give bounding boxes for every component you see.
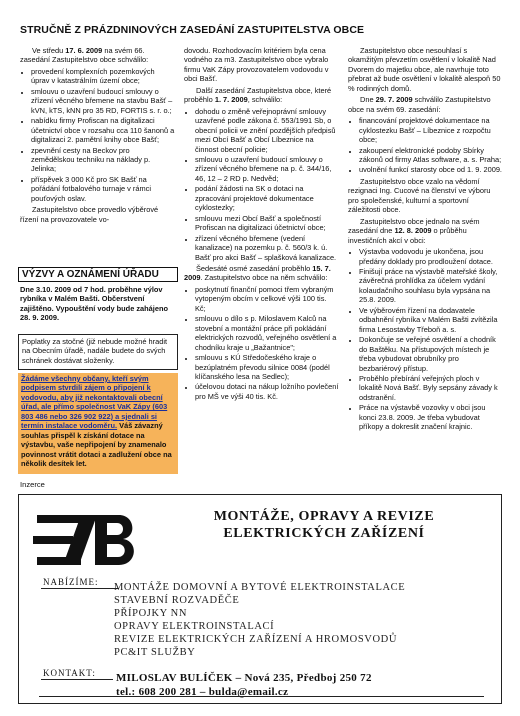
list-item: • zřízení věcného břemene (vedení kanalizace) na pozemku p. č. 560/3 k. ú. Bašť pro akci Bašť – splašková kanalizace.	[195, 234, 339, 262]
divider	[41, 588, 119, 589]
fees-notice: Poplatky za stočné (již nebude možné hradit na Obecním úřadě, nadále budete do svých schránek dostávat složenky.	[18, 334, 178, 370]
list-item: • smlouvu mezi Obcí Bašť a společností Profiscan na digitalizaci účetnictví obce;	[195, 214, 339, 233]
list-item: • Dokončuje se veřejné osvětlení a chodník do Baštěku. Na přístupových místech je třeba vybudovat obrubníky pro bezbariérový přístup.	[359, 335, 503, 373]
list-item: • smlouvu o uzavření budoucí smlouvy o zřízení věcného břemene na stavbu Bašť – kVN, kTS, kNN pro 35 RD, FORTIS s. r. o.;	[31, 87, 175, 115]
divider	[41, 679, 113, 680]
contact-phone-email: tel.: 608 200 281 – bulda@email.cz	[116, 686, 289, 698]
list-item: • Výstavba vodovodu je ukončena, jsou předány doklady pro prodloužení dotace.	[359, 247, 503, 266]
list-item: • Finišují práce na výstavbě mateřské školy, závěrečná prohlídka za účelem vydání kolaudačního souhlasu byla vypsána na 25.8. 2009.	[359, 267, 503, 305]
approved-list	[184, 285, 339, 401]
list-item: • uvolnění funkcí starosty obce od 1. 9. 2009.	[359, 165, 503, 174]
column-2	[184, 46, 339, 403]
list-item: • financování projektové dokumentace na cyklostezku Bašť – Líbeznice z rozpočtu obce;	[359, 116, 503, 144]
list-item: • Proběhlo přebírání veřejných ploch v lokalitě Nová Bašť. Byly sepsány závady k odstranění.	[359, 374, 503, 402]
list-item: • zakoupení elektronické podoby Sbírky zákonů od firmy Atlas software, a. s. Praha;	[359, 146, 503, 165]
service-item: OPRAVY ELEKTROINSTALACÍ	[114, 621, 275, 632]
contact-address: MILOSLAV BULÍČEK – Nová 235, Předboj 250 72	[116, 672, 372, 684]
paragraph: dovodu. Rozhodovacím kritériem byla cena vodného za m3. Zastupitelstvo obce vybralo firmu VaK Zápy provozovatelem vodovodu v obci Bašť.	[184, 46, 329, 84]
approved-list	[348, 116, 503, 175]
list-item: • poskytnutí finanční pomoci třem vybraným vytopeným obcím v celkové výši 100 tis. Kč;	[195, 285, 339, 313]
paragraph: Zastupitelstvo obce provedlo výběrové řízení na provozovatele vo-	[20, 205, 159, 224]
ads-label: Inzerce	[20, 480, 45, 489]
advertisement	[18, 494, 502, 704]
list-item: • příspěvek 3 000 Kč pro SK Bašť na pořádání fotbalového turnaje v rámci pouťových oslav.	[31, 175, 175, 203]
ad-headline: ELEKTRICKÝCH ZAŘÍZENÍ	[223, 526, 425, 541]
approved-list	[20, 67, 175, 203]
service-item: STAVEBNÍ ROZVADĚČE	[114, 595, 240, 606]
paragraph: Šedesáté osmé zasedání proběhlo 15. 7. 2009. Zastupitelstvo obce na něm schválilo:	[184, 263, 331, 283]
column-3	[348, 46, 503, 434]
list-item: • Ve výběrovém řízení na dodavatele odbahnění rybníka v Malém Bašti zvítězila firma Lesostavby Třeboň a. s.	[359, 306, 503, 334]
list-item: • zpevnění cesty na Beckov pro zemědělskou techniku na náklady p. Jelinka;	[31, 146, 175, 174]
service-item: MONTÁŽE DOMOVNÍ A BYTOVÉ ELEKTROINSTALACE	[114, 582, 406, 593]
water-connection-notice: Žádáme všechny občany, kteří svým podpisem stvrdili zájem o připojení k vodovodu, aby již nekontaktovali obecní úřad, ale přímo společnost VaK Zápy (603 803 486 nebo 326 902 922) a sjednali si termín instalace vodoměru. Váš závazný souhlas přispěl k získání dotace na výstavbu, vaše nepřipojení by znamenalo povinnost vrátit dotaci a zadlužení obce na několik desítek let.	[18, 373, 178, 474]
approved-list	[184, 107, 339, 262]
ad-headline: MONTÁŽE, OPRAVY A REVIZE	[213, 509, 435, 524]
list-item: • Práce na výstavbě vozovky v obci jsou konci 23.8. 2009. Je třeba vybudovat příkopy a dokreslit značení krajnic.	[359, 403, 503, 431]
paragraph: Zastupitelstvo obce vzalo na vědomí rezignaci Ing. Cucové na členství ve výboru pro společenské, kulturní a sportovní záležitosti obce.	[348, 176, 491, 215]
column-1	[20, 46, 175, 226]
list-item: • provedení komplexních pozemkových úprav v katastrálním území obce;	[31, 67, 175, 86]
service-item: PC&IT SLUŽBY	[114, 647, 196, 658]
announcement-fishing: Dne 3.10. 2009 od 7 hod. proběhne výlov rybníka v Malém Bašti. Občerstvení zajištěno. Vypouštění vody bude zahájeno 28. 9. 2009.	[20, 285, 168, 323]
list-item: • účelovou dotaci na nákup ložního povlečení pro MŠ ve výši 40 tis. Kč.	[195, 382, 339, 401]
investment-list	[348, 247, 503, 432]
eb-logo	[33, 511, 143, 569]
list-item: • smlouvu o uzavření budoucí smlouvy o zřízení věcného břemene na p. č. 344/16, 46, 12 – 2 RD p. Nedvěd;	[195, 155, 339, 183]
paragraph: Zastupitelstvo obce nesouhlasí s okamžitým převzetím osvětlení v lokalitě Nad Dvorem do majetku obce, ale navrhuje toto přebrat až bude osvětlení v lokalitě alespoň 50 % rodinných domů.	[348, 46, 501, 93]
list-item: • dohodu o změně veřejnoprávní smlouvy uzavřené podle zákona č. 553/1991 Sb, o obecní policii ve znění pozdějších předpisů mezi Obcí Bašť a Obcí Líbeznice na činnost obecní policie;	[195, 107, 339, 154]
list-item: • smlouvu s KÚ Středočeského kraje o bezúplatném převodu silnice 0084 (podél klíčanského lesa na Sedlec);	[195, 353, 339, 381]
list-item: • nabídku firmy Profiscan na digitalizaci účetnictví obce v rozsahu cca 110 šanonů a digitalizaci 2. pamětní knihy obce Bašť;	[31, 116, 175, 144]
paragraph: Zastupitelstvo obce jednalo na svém zasedání dne 12. 8. 2009 o průběhu investičních akcí v obci:	[348, 216, 480, 245]
offer-label: NABÍZÍME:	[43, 577, 99, 587]
service-item: PŘÍPOJKY NN	[114, 608, 188, 619]
announcements-heading: VÝZVY A OZNÁMENÍ ÚŘADU	[18, 267, 178, 282]
contact-label: KONTAKT:	[43, 668, 96, 678]
service-item: REVIZE ELEKTRICKÝCH ZAŘÍZENÍ A HROMOSVODŮ	[114, 634, 398, 645]
paragraph: Ve středu 17. 6. 2009 na svém 66. zasedání Zastupitelstvo obce schválilo:	[20, 46, 149, 65]
list-item: • podání žádosti na SK o dotaci na zpracování projektové dokumentace cyklostezky;	[195, 184, 339, 212]
list-item: • smlouvu o dílo s p. Miloslavem Kalců na stovební a montážní práce při pokládání elektrických rozvodů, veřejného osvětlení a chodníku kraje u „Bažantnice";	[195, 314, 339, 352]
paragraph: Dne 29. 7. 2009 schválilo Zastupitelstvo obce na svém 69. zasedání:	[348, 95, 491, 114]
divider	[39, 696, 484, 697]
paragraph: Další zasedání Zastupitelstva obce, které proběhlo 1. 7. 2009, schválilo:	[184, 85, 332, 105]
article-title: STRUČNĚ Z PRÁZDNINOVÝCH ZASEDÁNÍ ZASTUPITELSTVA OBCE	[20, 24, 365, 36]
